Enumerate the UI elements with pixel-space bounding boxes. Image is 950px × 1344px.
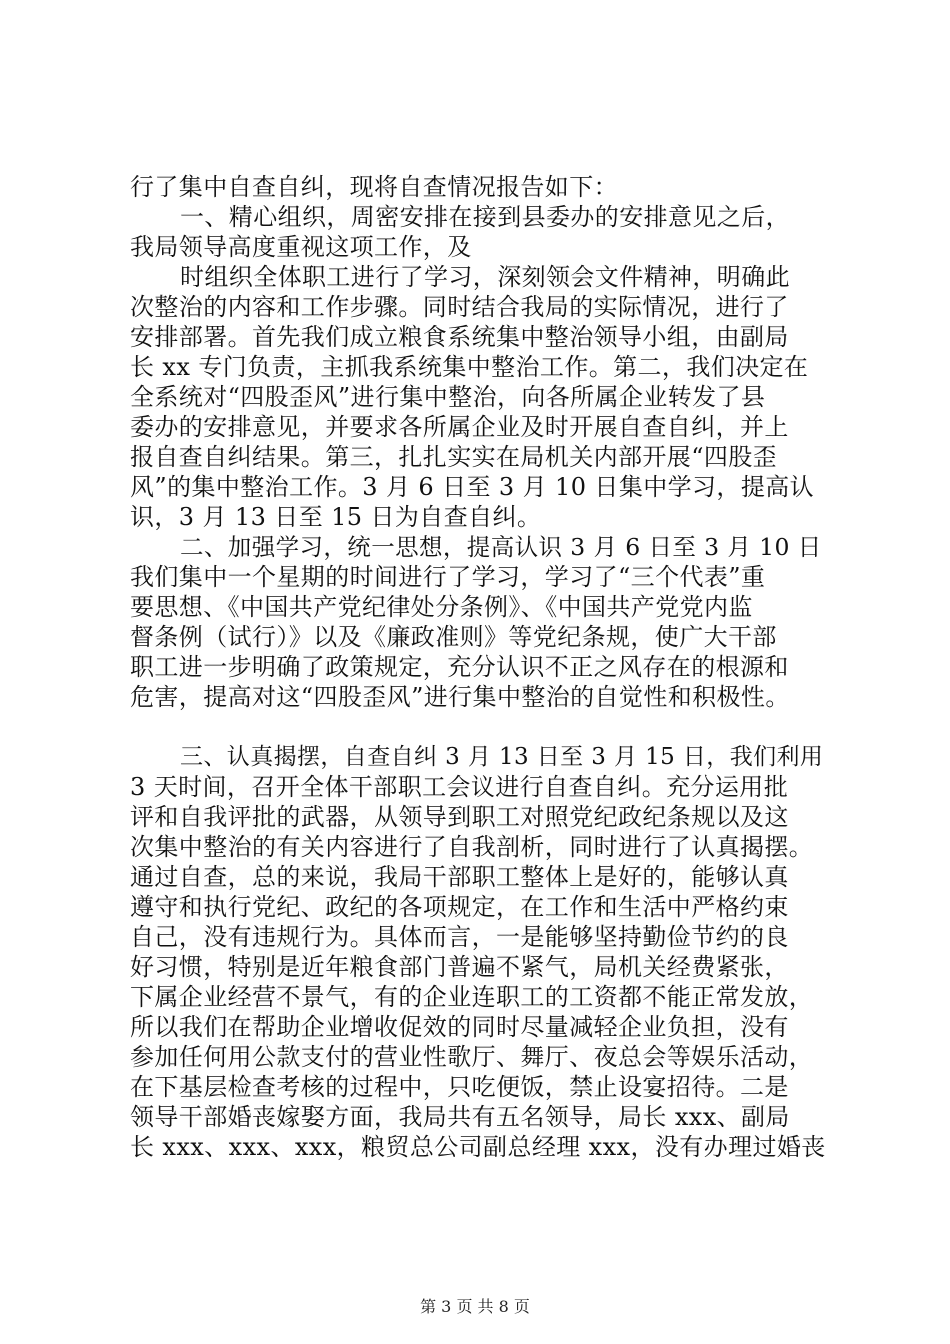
text-line: 评和自我评批的武器，从领导到职工对照党纪政纪条规以及这 xyxy=(130,803,789,831)
text-line: 我局领导高度重视这项工作，及 xyxy=(130,233,472,261)
document-body xyxy=(130,172,830,1162)
text-line: 遵守和执行党纪、政纪的各项规定，在工作和生活中严格约束 xyxy=(130,893,789,921)
text-line: 要思想、《中国共产党纪律处分条例》、《中国共产党党内监 xyxy=(130,593,753,621)
text-line: 在下基层检查考核的过程中，只吃便饭，禁止设宴招待。二是 xyxy=(130,1073,789,1101)
text-line: 领导干部婚丧嫁娶方面，我局共有五名领导，局长 xxx、副局 xyxy=(130,1103,790,1131)
text-line: 危害，提高对这“四股歪风”进行集中整治的自觉性和积极性。 xyxy=(130,683,790,711)
text-line: 督条例（试行）》以及《廉政准则》等党纪条规，使广大干部 xyxy=(130,623,777,651)
text-line: 一、精心组织，周密安排在接到县委办的安排意见之后， xyxy=(180,203,790,231)
text-line: 通过自查，总的来说，我局干部职工整体上是好的，能够认真 xyxy=(130,863,789,891)
text-line: 时组织全体职工进行了学习，深刻领会文件精神，明确此 xyxy=(180,263,790,291)
text-line: 自己，没有违规行为。具体而言，一是能够坚持勤俭节约的良 xyxy=(130,923,789,951)
text-line: 我们集中一个星期的时间进行了学习，学习了“三个代表”重 xyxy=(130,563,766,591)
text-line: 所以我们在帮助企业增收促效的同时尽量减轻企业负担，没有 xyxy=(130,1013,789,1041)
text-line: 3 天时间，召开全体干部职工会议进行自查自纠。充分运用批 xyxy=(130,773,789,801)
text-line: 报自查自纠结果。第三，扎扎实实在局机关内部开展“四股歪 xyxy=(130,443,778,471)
text-line: 三、认真揭摆，自查自纠 3 月 13 日至 3 月 15 日，我们利用 xyxy=(180,744,824,770)
page-number-footer: 第 3 页 共 8 页 xyxy=(420,1297,530,1316)
text-line: 下属企业经营不景气，有的企业连职工的工资都不能正常发放， xyxy=(130,983,814,1011)
text-line: 安排部署。首先我们成立粮食系统集中整治领导小组，由副局 xyxy=(130,323,789,351)
text-line: 次集中整治的有关内容进行了自我剖析，同时进行了认真揭摆。 xyxy=(130,833,814,861)
text-line: 二、加强学习，统一思想，提高认识 3 月 6 日至 3 月 10 日 xyxy=(180,533,822,561)
paragraph-gap xyxy=(130,712,830,742)
text-line: 行了集中自查自纠，现将自查情况报告如下： xyxy=(130,173,618,201)
text-line: 次整治的内容和工作步骤。同时结合我局的实际情况，进行了 xyxy=(130,293,789,321)
text-line: 全系统对“四股歪风”进行集中整治，向各所属企业转发了县 xyxy=(130,383,766,411)
text-line: 长 xx 专门负责，主抓我系统集中整治工作。第二，我们决定在 xyxy=(130,353,809,381)
text-line: 好习惯，特别是近年粮食部门普遍不紧气，局机关经费紧张， xyxy=(130,953,789,981)
text-line: 风”的集中整治工作。3 月 6 日至 3 月 10 日集中学习，提高认 xyxy=(130,473,815,501)
text-line: 参加任何用公款支付的营业性歌厅、舞厅、夜总会等娱乐活动， xyxy=(130,1043,814,1071)
text-line: 职工进一步明确了政策规定，充分认识不正之风存在的根源和 xyxy=(130,653,789,681)
text-line: 委办的安排意见，并要求各所属企业及时开展自查自纠，并上 xyxy=(130,413,789,441)
text-line: 识，3 月 13 日至 15 日为自查自纠。 xyxy=(130,503,542,531)
text-line: 长 xxx、xxx、xxx，粮贸总公司副总经理 xxx，没有办理过婚丧 xyxy=(130,1133,826,1161)
